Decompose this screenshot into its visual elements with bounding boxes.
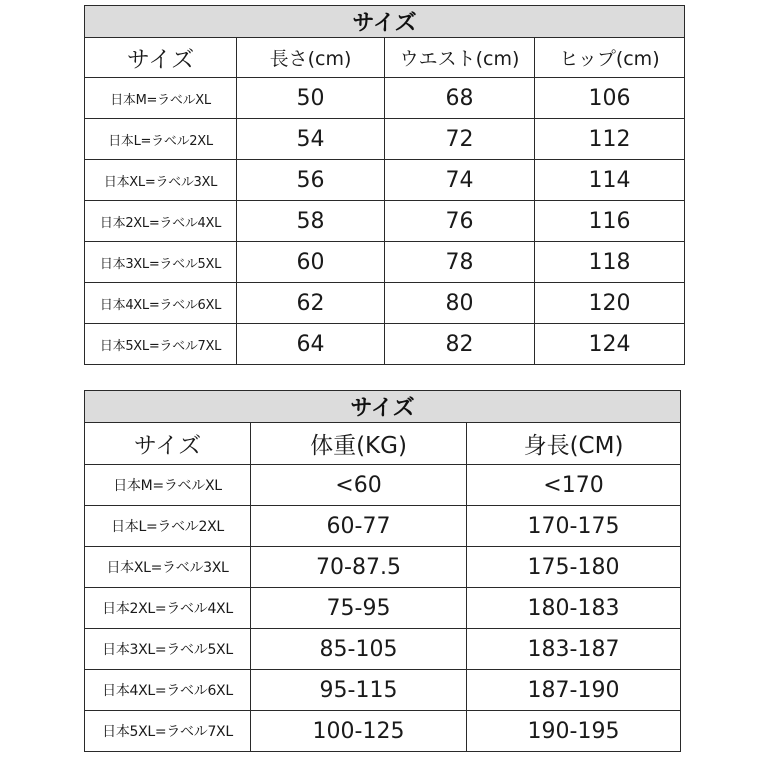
header-hip: ヒップ(cm) — [535, 38, 685, 78]
length-value: 62 — [237, 283, 385, 324]
size-label: 日本XL=ラベル3XL — [85, 547, 251, 588]
table-row — [85, 547, 681, 588]
header-weight: 体重(KG) — [251, 423, 467, 465]
height-value: 180-183 — [467, 588, 681, 629]
weight-value: 60-77 — [251, 506, 467, 547]
height-value: 170-175 — [467, 506, 681, 547]
waist-value: 78 — [385, 242, 535, 283]
table-row — [85, 78, 685, 119]
size-label: 日本L=ラベル2XL — [85, 119, 237, 160]
size-label: 日本3XL=ラベル5XL — [85, 242, 237, 283]
table-row — [85, 711, 681, 752]
height-value: 190-195 — [467, 711, 681, 752]
height-value: 175-180 — [467, 547, 681, 588]
hip-value: 118 — [535, 242, 685, 283]
size-label: 日本2XL=ラベル4XL — [85, 201, 237, 242]
size-label: 日本4XL=ラベル6XL — [85, 283, 237, 324]
size-label: 日本4XL=ラベル6XL — [85, 670, 251, 711]
table-row — [85, 670, 681, 711]
hip-value: 120 — [535, 283, 685, 324]
size-label: 日本5XL=ラベル7XL — [85, 324, 237, 365]
weight-value: 100-125 — [251, 711, 467, 752]
weight-value: 75-95 — [251, 588, 467, 629]
weight-value: 95-115 — [251, 670, 467, 711]
table-row — [85, 242, 685, 283]
table-row — [85, 465, 681, 506]
weight-value: 70-87.5 — [251, 547, 467, 588]
hip-value: 116 — [535, 201, 685, 242]
length-value: 60 — [237, 242, 385, 283]
table-row — [85, 160, 685, 201]
size-label: 日本M=ラベルXL — [85, 78, 237, 119]
header-size: サイズ — [85, 423, 251, 465]
table-row — [85, 506, 681, 547]
table-row — [85, 201, 685, 242]
size-label: 日本XL=ラベル3XL — [85, 160, 237, 201]
hip-value: 114 — [535, 160, 685, 201]
size-label: 日本2XL=ラベル4XL — [85, 588, 251, 629]
length-value: 54 — [237, 119, 385, 160]
table-row — [85, 283, 685, 324]
size-chart-weight-height-table — [84, 390, 681, 752]
weight-value: 85-105 — [251, 629, 467, 670]
header-length: 長さ(cm) — [237, 38, 385, 78]
header-height: 身長(CM) — [467, 423, 681, 465]
hip-value: 124 — [535, 324, 685, 365]
table-row — [85, 119, 685, 160]
table-title-row — [85, 6, 685, 38]
table-title: サイズ — [85, 391, 681, 423]
waist-value: 82 — [385, 324, 535, 365]
length-value: 64 — [237, 324, 385, 365]
table-row — [85, 324, 685, 365]
weight-value: <60 — [251, 465, 467, 506]
size-chart-measurements-table — [84, 5, 685, 365]
table-title-row — [85, 391, 681, 423]
header-size: サイズ — [85, 38, 237, 78]
height-value: 187-190 — [467, 670, 681, 711]
length-value: 56 — [237, 160, 385, 201]
length-value: 58 — [237, 201, 385, 242]
header-waist: ウエスト(cm) — [385, 38, 535, 78]
table-title: サイズ — [85, 6, 685, 38]
waist-value: 76 — [385, 201, 535, 242]
waist-value: 68 — [385, 78, 535, 119]
table-row — [85, 588, 681, 629]
size-label: 日本M=ラベルXL — [85, 465, 251, 506]
table-row — [85, 629, 681, 670]
size-label: 日本3XL=ラベル5XL — [85, 629, 251, 670]
waist-value: 72 — [385, 119, 535, 160]
waist-value: 74 — [385, 160, 535, 201]
waist-value: 80 — [385, 283, 535, 324]
table-header-row — [85, 423, 681, 465]
table-header-row — [85, 38, 685, 78]
hip-value: 106 — [535, 78, 685, 119]
height-value: <170 — [467, 465, 681, 506]
size-label: 日本L=ラベル2XL — [85, 506, 251, 547]
length-value: 50 — [237, 78, 385, 119]
height-value: 183-187 — [467, 629, 681, 670]
size-label: 日本5XL=ラベル7XL — [85, 711, 251, 752]
hip-value: 112 — [535, 119, 685, 160]
